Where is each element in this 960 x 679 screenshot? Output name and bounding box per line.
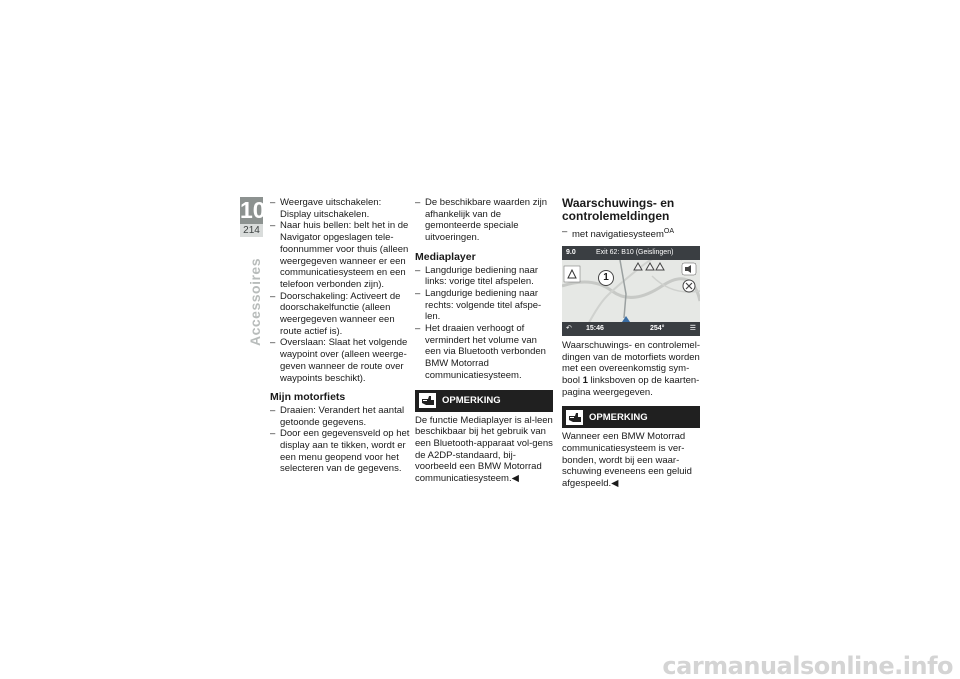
warnings-list	[562, 226, 700, 241]
note-hand-icon	[566, 410, 583, 425]
navigation-screenshot	[562, 246, 700, 336]
values-list	[415, 197, 553, 244]
motorfiets-list	[270, 405, 410, 475]
note-hand-icon	[419, 393, 436, 408]
mediaplayer-list	[415, 265, 553, 382]
list-item: – Overslaan: Slaat het volgende waypoint over (alleen weerge-geven wanneer de route over waypoints beschikt).	[270, 337, 410, 384]
end-mark: ◀	[511, 473, 519, 485]
list-item: – Draaien: Verandert het aantal getoonde gegevens.	[270, 405, 410, 428]
list-item: – Het draaien verhoogt of vermindert het volume van een via Bluetooth verbonden BMW Motorrad communicatiesysteem.	[415, 323, 553, 382]
chapter-side-label: Accessoires	[247, 257, 263, 346]
watermark-text: carmanualsonline.info	[662, 652, 953, 679]
list-item: – Naar huis bellen: belt het in de Navigator opgeslagen tele-foonnummer voor thuis (alleen weergegeven wanneer er een communicatiesysteem en een telefoon verbonden zijn).	[270, 220, 410, 290]
note-label: OPMERKING	[442, 394, 501, 406]
end-mark: ◀	[611, 478, 619, 490]
section-heading-mijn-motorfiets: Mijn motorfiets	[270, 391, 346, 404]
menu-icon: ☰	[689, 324, 696, 332]
section-heading-mediaplayer: Mediaplayer	[415, 250, 476, 263]
note-banner	[415, 390, 553, 412]
note-banner	[562, 406, 700, 428]
warnings-paragraph: Waarschuwings- en controlemel-dingen van de motorfiets worden met een overeenkomstig sym-bool 1 linksboven op de kaarten-pagina weergegeven.	[562, 339, 700, 398]
column-2	[415, 197, 553, 485]
callout-ref: 1	[582, 374, 588, 386]
note-text: Wanneer een BMW Motorrad communicatiesysteem is ver-bonden, wordt bij een waar-schuwing eveneens een geluid afgespeeld.◀	[562, 431, 692, 490]
action-list	[270, 197, 410, 384]
chapter-number: 10	[240, 197, 266, 223]
callout-number: 1	[598, 270, 614, 286]
list-item: – Weergave uitschakelen: Display uitschakelen.	[270, 197, 410, 220]
option-superscript: OA	[663, 228, 674, 235]
section-heading-warnings: Waarschuwings- en controlemeldingen	[562, 196, 675, 223]
list-item: – Doorschakeling: Activeert de doorschakelfunctie (alleen weergegeven wanneer een route actief is).	[270, 291, 410, 338]
note-label: OPMERKING	[589, 411, 648, 423]
exit-readout: Exit 62: B10 (Geislingen)	[596, 248, 674, 256]
nav-bottom-bar	[562, 322, 700, 336]
list-item: – De beschikbare waarden zijn afhankelijk van de gemonteerde speciale uitvoeringen.	[415, 197, 553, 244]
distance-readout: 9.0	[566, 248, 576, 256]
list-item: – Langdurige bediening naar links: vorige titel afspelen.	[415, 265, 553, 288]
chapter-tab	[240, 197, 266, 237]
note-text: De functie Mediaplayer is al-leen beschikbaar bij het gebruik van een Bluetooth-apparaat vol-gens de A2DP-standaard, bij-voorbeeld een BMW Motorrad communicatiesysteem.◀	[415, 414, 553, 485]
time-readout: 15:46	[586, 324, 604, 332]
nav-top-bar	[562, 246, 700, 260]
page-number: 214	[240, 224, 263, 237]
list-item: – Langdurige bediening naar rechts: volgende titel afspe-len.	[415, 288, 553, 323]
column-1	[270, 197, 410, 475]
column-3	[562, 197, 700, 490]
heading-readout: 254°	[650, 324, 665, 332]
back-icon: ↶	[566, 324, 572, 332]
list-item: – Door een gegevensveld op het display aan te tikken, wordt er een menu geopend voor het selecteren van de gegevens.	[270, 428, 410, 475]
list-item: – met navigatiesysteem$^{OA}$	[562, 226, 700, 241]
